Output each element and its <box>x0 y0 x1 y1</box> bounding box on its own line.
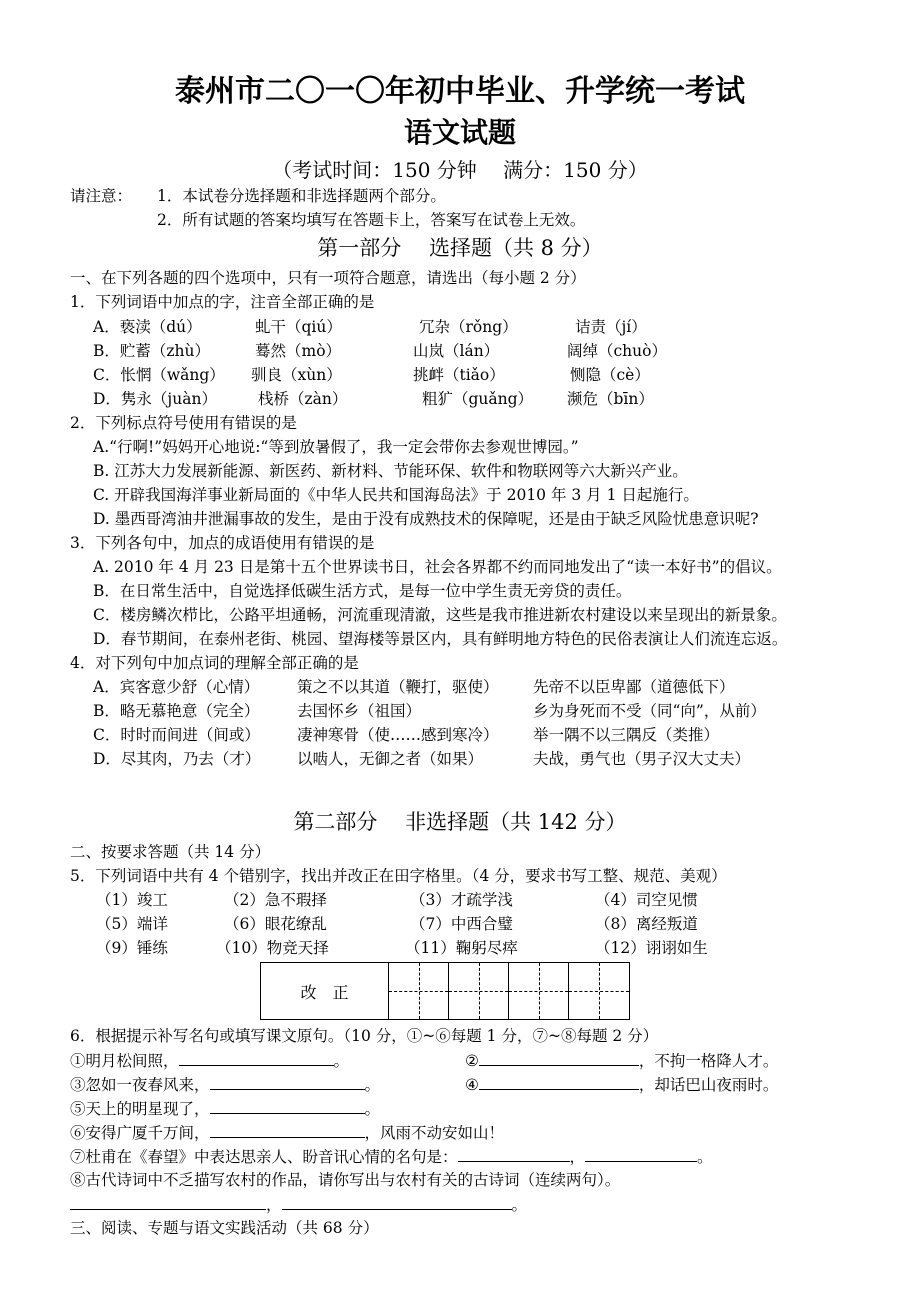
q5-word: （7）中西合璧 <box>410 915 513 933</box>
q6-item-3 <box>70 1074 380 1095</box>
q4-option: 去国怀乡（祖国） <box>297 702 422 720</box>
q1-option: 恻隐（cè） <box>570 366 650 384</box>
q6-item-2 <box>465 1050 778 1071</box>
q1-option: C．怅惘（wǎng） <box>93 366 225 384</box>
q4-option: A．宾客意少舒（心情） <box>93 678 260 696</box>
q6-item-text: ，风雨不动安如山！ <box>364 1124 505 1142</box>
q1-option: 濒危（bīn） <box>567 390 654 408</box>
q5-word: （12）诩诩如生 <box>595 939 708 957</box>
q1-option: 冗杂（rǒng） <box>419 318 518 336</box>
q6-item-1 <box>70 1050 349 1071</box>
correction-grid <box>260 962 630 1020</box>
q2-option: A.“行啊!”妈妈开心地说:“等到放暑假了，我一定会带你去参观世博园。” <box>93 438 579 456</box>
answer-blank[interactable] <box>210 1122 365 1138</box>
q4-option: 先帝不以臣卑鄙（道德低下） <box>533 678 735 696</box>
q6-item-text: 。 <box>511 1196 528 1214</box>
answer-blank[interactable] <box>179 1050 334 1066</box>
q1-option: A．亵渎（dú） <box>93 318 202 336</box>
tianzige-cell[interactable] <box>569 963 629 1019</box>
q4-option: C．时时而间进（间或） <box>93 726 260 744</box>
answer-blank[interactable] <box>479 1074 639 1090</box>
part1-heading: 第一部分 选择题（共 8 分） <box>317 236 603 260</box>
answer-blank[interactable] <box>585 1146 697 1162</box>
q3-option: C．楼房鳞次栉比，公路平坦通畅，河流重现清澈，这些是我市推进新农村建设以来呈现出的新景象。 <box>93 606 787 624</box>
q6-item-text: 。 <box>333 1052 350 1070</box>
answer-blank[interactable] <box>479 1050 639 1066</box>
q5-word: （3）才疏学浅 <box>410 891 513 909</box>
q4-option: D．尽其肉，乃去（才） <box>93 750 261 768</box>
q3-option: B．在日常生活中，自觉选择低碳生活方式，是每一位中学生责无旁贷的责任。 <box>93 582 632 600</box>
notice-item: 2．所有试题的答案均填写在答题卡上，答案写在试卷上无效。 <box>157 211 586 229</box>
question-4-stem: 4．对下列句中加点词的理解全部正确的是 <box>70 654 359 672</box>
q5-word: （10）物竞天择 <box>216 939 329 957</box>
tianzige-cell[interactable] <box>389 963 449 1019</box>
q1-option: 蓦然（mò） <box>255 342 342 360</box>
q1-option: 诘责（jí） <box>575 318 647 336</box>
q4-option: 乡为身死而不受（同“向”，从前） <box>533 702 766 720</box>
exam-subtitle: 语文试题 <box>403 116 516 149</box>
answer-blank[interactable] <box>282 1194 512 1210</box>
q4-option: 夫战，勇气也（男子汉大丈夫） <box>533 750 751 768</box>
q6-item-text: ⑥安得广厦千万间， <box>70 1124 210 1142</box>
q1-option: 挑衅（tiǎo） <box>413 366 505 384</box>
question-5-stem: 5．下列词语中共有 4 个错别字，找出并改正在田字格里。（4 分，要求书写工整、规范、美观） <box>70 867 727 885</box>
tianzige-cell[interactable] <box>509 963 569 1019</box>
correction-grid-label: 改 正 <box>261 963 389 1019</box>
q6-item-8: ⑧古代诗词中不乏描写农村的作品，请你写出与农村有关的古诗词（连续两句）。 <box>70 1171 621 1189</box>
notice-label: 请注意： <box>70 187 133 205</box>
q2-option: C. 开辟我国海洋事业新局面的《中华人民共和国海岛法》于 2010 年 3 月 1 日起施行。 <box>93 486 699 504</box>
q5-word: （1）竣工 <box>96 891 168 909</box>
q5-word: （8）离经叛道 <box>595 915 698 933</box>
q3-option: A. 2010 年 4 月 23 日是第十五个世界读书日，社会各界都不约而同地发出了“读一本好书”的倡议。 <box>93 558 782 576</box>
q3-option: D．春节期间，在泰州老街、桃园、望海楼等景区内，具有鲜明地方特色的民俗表演让人们流连忘返。 <box>93 630 788 648</box>
q1-option: 山岚（lán） <box>413 342 500 360</box>
q1-option: D．隽永（juàn） <box>93 390 217 408</box>
q1-option: B．贮蓄（zhù） <box>93 342 211 360</box>
section-3-heading: 三、阅读、专题与语文实践活动（共 68 分） <box>70 1219 379 1237</box>
q5-word: （11）鞠躬尽瘁 <box>405 939 518 957</box>
exam-info: （考试时间：150 分钟 满分：150 分） <box>272 158 648 182</box>
q5-word: （2）急不瑕择 <box>224 891 327 909</box>
tianzige-cell[interactable] <box>449 963 509 1019</box>
q2-option: D. 墨西哥湾油井泄漏事故的发生，是由于没有成熟技术的保障呢，还是由于缺乏风险忧患意识呢? <box>93 510 759 528</box>
question-1-stem: 1．下列词语中加点的字，注音全部正确的是 <box>70 293 375 311</box>
q6-item-text: 。 <box>364 1076 381 1094</box>
q6-item-text: ④ <box>465 1076 479 1094</box>
q6-item-6 <box>70 1122 504 1143</box>
q4-option: B．略无慕艳意（完全） <box>93 702 260 720</box>
q6-item-7 <box>70 1146 713 1167</box>
part2-heading: 第二部分 非选择题（共 142 分） <box>293 810 627 834</box>
question-6-stem: 6．根据提示补写名句或填写课文原句。（10 分，①~⑥每题 1 分，⑦~⑧每题 2 分） <box>70 1027 659 1045</box>
q6-item-text: ③忽如一夜春风来， <box>70 1076 210 1094</box>
question-3-stem: 3．下列各句中，加点的成语使用有错误的是 <box>70 534 375 552</box>
q5-word: （5）端详 <box>96 915 168 933</box>
q6-item-text: ② <box>465 1052 479 1070</box>
answer-blank[interactable] <box>210 1074 365 1090</box>
q6-item-text: 。 <box>364 1100 381 1118</box>
answer-blank[interactable] <box>458 1146 570 1162</box>
q5-word: （6）眼花缭乱 <box>224 915 327 933</box>
q4-option: 以啮人，无御之者（如果） <box>297 750 484 768</box>
q2-option: B. 江苏大力发展新能源、新医药、新材料、节能环保、软件和物联网等六大新兴产业。 <box>93 462 688 480</box>
q6-item-text: ，不拘一格降人才。 <box>638 1052 779 1070</box>
exam-title: 泰州市二〇一〇年初中毕业、升学统一考试 <box>175 74 745 109</box>
q1-option: 栈桥（zàn） <box>258 390 348 408</box>
answer-blank[interactable] <box>70 1194 266 1210</box>
q5-word: （4）司空见惯 <box>595 891 698 909</box>
q6-item-4 <box>465 1074 778 1095</box>
q6-item-8-answer <box>70 1194 527 1215</box>
q6-item-text: ⑦杜甫在《春望》中表达思亲人、盼音讯心情的名句是： <box>70 1148 458 1166</box>
q4-option: 凄神寒骨（使……感到寒冷） <box>297 726 499 744</box>
q1-option: 粗犷（guǎng） <box>422 390 534 408</box>
q1-option: 阔绰（chuò） <box>567 342 667 360</box>
q4-option: 策之不以其道（鞭打，驱使） <box>297 678 499 696</box>
question-2-stem: 2．下列标点符号使用有错误的是 <box>70 414 297 432</box>
answer-blank[interactable] <box>210 1098 365 1114</box>
section-1-heading: 一、在下列各题的四个选项中，只有一项符合题意，请选出（每小题 2 分） <box>70 269 586 287</box>
section-2-heading: 二、按要求答题（共 14 分） <box>70 843 271 861</box>
q6-item-text: 。 <box>697 1148 713 1166</box>
q1-option: 驯良（xùn） <box>251 366 342 384</box>
notice-item: 1．本试卷分选择题和非选择题两个部分。 <box>157 187 446 205</box>
q6-item-text: ①明月松间照， <box>70 1052 179 1070</box>
q6-item-text: ⑤天上的明星现了， <box>70 1100 210 1118</box>
q4-option: 举一隅不以三隅反（类推） <box>533 726 720 744</box>
q6-item-5 <box>70 1098 380 1119</box>
q1-option: 虬干（qiú） <box>255 318 342 336</box>
q6-item-text: ，却话巴山夜雨时。 <box>638 1076 779 1094</box>
q5-word: （9）锤练 <box>96 939 168 957</box>
q6-item-text: ， <box>266 1196 282 1214</box>
q6-item-text: ， <box>569 1148 586 1166</box>
